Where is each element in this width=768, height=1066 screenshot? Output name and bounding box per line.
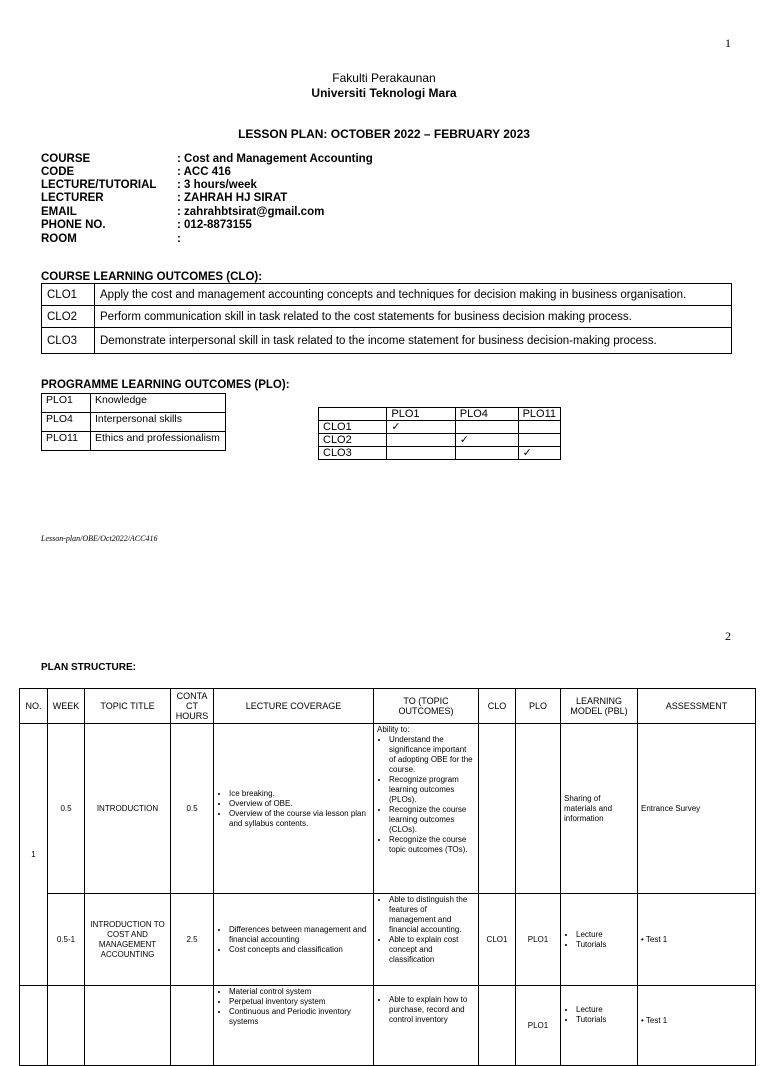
info-value-room: : — [177, 233, 181, 245]
mapping-header: PLO1 — [387, 408, 455, 421]
clo-row — [42, 306, 732, 328]
row-topic-outcomes — [374, 894, 479, 986]
document-footer: Lesson-plan/OBE/Oct2022/ACC416 — [41, 534, 158, 543]
mapping-cell — [387, 447, 455, 460]
plan-header-row — [20, 689, 756, 724]
info-value-code: : ACC 416 — [177, 166, 231, 178]
row-clo — [479, 724, 516, 894]
row-topic: INTRODUCTION TO COST AND MANAGEMENT ACCOUNTING — [85, 894, 171, 986]
info-value-email: : zahrahbtsirat@gmail.com — [177, 206, 325, 218]
column-header: TOPIC TITLE — [85, 689, 171, 724]
coverage-item: • Differences between management and financial accounting — [229, 925, 370, 945]
info-key-room: ROOM — [41, 233, 77, 245]
column-header: TO (TOPIC OUTCOMES) — [374, 689, 479, 724]
course-info — [0, 153, 768, 248]
plo-text: Ethics and professionalism — [91, 432, 226, 451]
model-item: • Tutorials — [576, 1015, 634, 1025]
outcome-item: • Able to explain cost concept and classification — [389, 935, 475, 965]
outcomes-intro: Ability to: — [377, 725, 410, 734]
row-hours: 0.5 — [171, 724, 214, 894]
column-header: LEARNING MODEL (PBL) — [561, 689, 638, 724]
mapping-row — [319, 447, 561, 460]
plo-code: PLO4 — [42, 413, 91, 432]
plo-row — [42, 394, 226, 413]
outcome-item: • Able to explain how to purchase, record and control inventory — [389, 995, 475, 1025]
row-week: 0.5-1 — [48, 894, 85, 986]
row-coverage — [214, 986, 374, 1066]
info-key-email: EMAIL — [41, 206, 77, 218]
plan-structure-table — [19, 688, 756, 1066]
lesson-plan-title: LESSON PLAN: OCTOBER 2022 – FEBRUARY 2023 — [238, 127, 530, 141]
table-row — [20, 724, 756, 894]
row-week: 0.5 — [48, 724, 85, 894]
row-plo — [516, 724, 561, 894]
mapping-cell: CLO3 — [319, 447, 387, 460]
info-key-code: CODE — [41, 166, 75, 178]
row-topic-outcomes — [374, 724, 479, 894]
checkmark-cell: ✓ — [387, 421, 455, 434]
info-value-phone: : 012-8873155 — [177, 219, 252, 231]
mapping-cell — [518, 434, 560, 447]
clo-text: Perform communication skill in task related to the cost statements for business decision making process. — [95, 306, 732, 328]
row-learning-model — [561, 894, 638, 986]
mapping-cell — [455, 421, 518, 434]
row-coverage — [214, 724, 374, 894]
clo-table — [41, 283, 732, 354]
table-row — [20, 894, 756, 986]
checkmark-cell: ✓ — [518, 447, 560, 460]
mapping-cell — [387, 434, 455, 447]
info-key-lecturer: LECTURER — [41, 192, 104, 204]
row-topic: INTRODUCTION — [85, 724, 171, 894]
clo-code: CLO3 — [42, 328, 95, 354]
row-plo: PLO1 — [516, 986, 561, 1066]
mapping-header-row — [319, 408, 561, 421]
plo-code: PLO1 — [42, 394, 91, 413]
clo-row — [42, 284, 732, 306]
mapping-header: PLO11 — [518, 408, 560, 421]
clo-text: Demonstrate interpersonal skill in task related to the income statement for business decision-making process. — [95, 328, 732, 354]
clo-code: CLO2 — [42, 306, 95, 328]
info-value-lecturer: : ZAHRAH HJ SIRAT — [177, 192, 288, 204]
column-header: ASSESSMENT — [638, 689, 756, 724]
info-key-lecture: LECTURE/TUTORIAL — [41, 179, 157, 191]
outcome-item: • Able to distinguish the features of management and financial accounting. — [389, 895, 475, 935]
info-key-course: COURSE — [41, 153, 91, 165]
row-number — [20, 986, 48, 1066]
row-assessment: • Test 1 — [638, 894, 756, 986]
row-learning-model: Sharing of materials and information — [561, 724, 638, 894]
clo-text: Apply the cost and management accounting concepts and techniques for decision making in business organisation. — [95, 284, 732, 306]
info-value-lecture: : 3 hours/week — [177, 179, 257, 191]
model-item: • Lecture — [576, 930, 634, 940]
plo-text: Interpersonal skills — [91, 413, 226, 432]
column-header: CONTA CT HOURS — [171, 689, 214, 724]
column-header: NO. — [20, 689, 48, 724]
row-topic-outcomes — [374, 986, 479, 1066]
row-hours — [171, 986, 214, 1066]
coverage-item: • Perpetual inventory system — [229, 997, 370, 1007]
coverage-item: • Continuous and Periodic inventory systems — [229, 1007, 370, 1027]
mapping-cell — [455, 447, 518, 460]
clo-plo-mapping-table — [318, 407, 561, 460]
row-week — [48, 986, 85, 1066]
row-clo: CLO1 — [479, 894, 516, 986]
plo-row — [42, 432, 226, 451]
page-number: 2 — [725, 629, 731, 643]
mapping-row — [319, 434, 561, 447]
row-assessment: Entrance Survey — [638, 724, 756, 894]
row-number: 1 — [20, 724, 48, 986]
plo-heading: PROGRAMME LEARNING OUTCOMES (PLO): — [41, 379, 290, 391]
faculty-name: Fakulti Perakaunan — [332, 71, 436, 85]
page-number: 1 — [725, 36, 731, 50]
outcome-item: • Recognize the course topic outcomes (TOs). — [389, 835, 475, 855]
mapping-cell: CLO2 — [319, 434, 387, 447]
column-header: PLO — [516, 689, 561, 724]
table-row — [20, 986, 756, 1066]
clo-code: CLO1 — [42, 284, 95, 306]
row-clo — [479, 986, 516, 1066]
outcome-item: • Understand the significance important of adopting OBE for the course. — [389, 735, 475, 775]
column-header: CLO — [479, 689, 516, 724]
checkmark-cell: ✓ — [455, 434, 518, 447]
row-topic — [85, 986, 171, 1066]
university-name: Universiti Teknologi Mara — [311, 86, 457, 100]
row-assessment: • Test 1 — [638, 986, 756, 1066]
coverage-item: • Overview of OBE. — [229, 799, 370, 809]
coverage-item: • Overview of the course via lesson plan and syllabus contents. — [229, 809, 370, 829]
row-coverage — [214, 894, 374, 986]
column-header: WEEK — [48, 689, 85, 724]
mapping-cell: CLO1 — [319, 421, 387, 434]
model-item: • Lecture — [576, 1005, 634, 1015]
plo-code: PLO11 — [42, 432, 91, 451]
info-value-course: : Cost and Management Accounting — [177, 153, 373, 165]
model-item: • Tutorials — [576, 940, 634, 950]
row-hours: 2.5 — [171, 894, 214, 986]
outcome-item: • Recognize program learning outcomes (PLOs). — [389, 775, 475, 805]
row-learning-model — [561, 986, 638, 1066]
plo-text: Knowledge — [91, 394, 226, 413]
column-header: LECTURE COVERAGE — [214, 689, 374, 724]
mapping-cell — [518, 421, 560, 434]
coverage-item: • Cost concepts and classification — [229, 945, 370, 955]
coverage-item: • Ice breaking. — [229, 789, 370, 799]
plo-table — [41, 393, 226, 451]
clo-row — [42, 328, 732, 354]
plan-structure-heading: PLAN STRUCTURE: — [41, 662, 136, 673]
outcome-item: • Recognize the course learning outcomes (CLOs). — [389, 805, 475, 835]
coverage-item: • Material control system — [229, 987, 370, 997]
info-key-phone: PHONE NO. — [41, 219, 106, 231]
clo-heading: COURSE LEARNING OUTCOMES (CLO): — [41, 271, 263, 283]
mapping-header — [319, 408, 387, 421]
mapping-header: PLO4 — [455, 408, 518, 421]
row-plo: PLO1 — [516, 894, 561, 986]
mapping-row — [319, 421, 561, 434]
plo-row — [42, 413, 226, 432]
